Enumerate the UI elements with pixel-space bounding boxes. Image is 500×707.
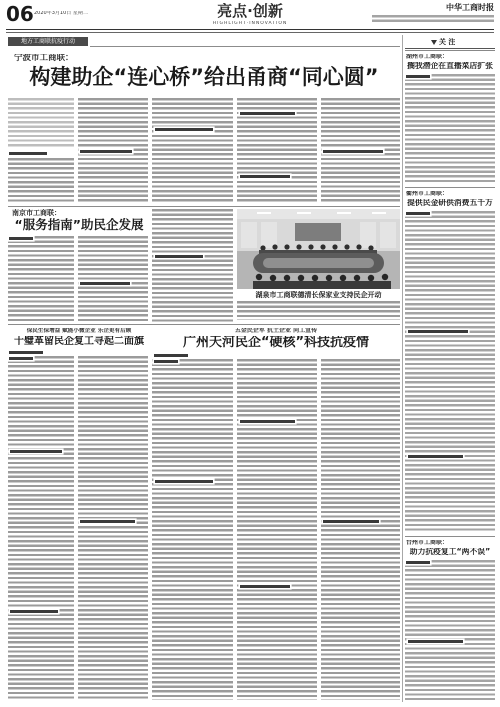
body-text-column [237,359,317,700]
body-text-column [405,560,495,700]
sidebar-article-headline: 助力抗疫复工“两不误” [409,548,491,556]
sidebar-article-kicker: 湖州市工商联： [406,54,449,60]
body-text-column [152,98,233,204]
lead-marker [9,237,33,240]
subheading-bar [80,282,130,285]
lead-marker [154,360,178,363]
photo-caption-text [237,301,400,320]
body-text-column [8,356,74,700]
header-rule [6,29,494,30]
byline-bar [9,152,47,155]
sidebar-article-kicker: 台州市工商联： [406,540,449,546]
header-rule-thin [6,32,494,33]
nanjing-article-kicker: 南京市工商联： [12,209,61,217]
byline-bar [154,354,188,357]
column-label-rule [405,48,495,49]
wall-screen [295,223,341,241]
subheading-bar [10,450,62,453]
lead-marker [406,561,430,564]
section-rule [90,46,400,47]
lower-left-article-headline: 十璧革留民企复工寻起二面旗 [14,336,144,347]
body-text-column [78,236,148,322]
column-label-rule-thin [405,50,495,51]
subheading-bar [155,255,203,258]
sidebar-divider [405,536,495,537]
section-subtitle: HIGHLIGHT·INNOVATION [212,21,288,26]
body-text-column [405,74,495,184]
subheading-bar [80,150,132,153]
sidebar-divider [405,187,495,188]
main-article-lead [8,98,74,148]
subheading-bar [155,480,213,483]
subheading-bar [408,330,468,333]
conference-table [253,253,384,273]
ceiling [237,209,400,219]
body-text-column [321,359,400,700]
body-text-column [8,158,74,204]
nanjing-article-headline: “服务指南”助民企发展 [14,218,144,232]
lower-right-article-headline: 广州天河民企“硬核”科技抗疫情 [182,336,370,350]
column-divider [402,35,403,702]
subheading-bar [240,175,290,178]
body-text-column [152,209,233,322]
sidebar-article-headline: 提供民金研供消费五千万 [407,199,493,207]
body-text-column [78,356,148,700]
subheading-bar [408,640,463,643]
subheading-bar [240,585,290,588]
triangle-icon [431,40,437,45]
body-text-column [8,236,74,322]
lead-marker [406,212,430,215]
subheading-bar [80,520,135,523]
newspaper-name: 中华工商时报 [446,3,494,12]
main-article-headline: 构建助企“连心桥”给出甬商“同心圆” [29,65,379,89]
lower-left-article-kicker: 保民生保增益 赋能小微企业 乐企更有后顾 [26,328,132,334]
lead-marker [406,75,430,78]
subheading-bar [323,150,383,153]
body-text-column [405,211,495,533]
byline-bar [9,351,43,354]
masthead-info-lines [372,15,494,24]
article-divider [8,206,400,207]
lead-marker [9,357,33,360]
subheading-bar [240,420,295,423]
column-label: 关 注 [439,38,456,46]
sidebar-article-kicker: 衢州市工商联： [406,191,449,197]
meeting-photo [237,209,400,289]
body-text-column [152,359,233,700]
page-number: 06 [6,3,34,26]
subheading-bar [155,128,213,131]
article-divider [8,324,400,325]
subheading-bar [10,610,58,613]
issue-date: 2020年3月10日 星期二 [34,11,88,16]
sidebar-article-headline: 搁我潜企在直播菜店扩张 [407,62,493,70]
subheading-bar [408,455,463,458]
section-label: 地方工商联抗疫行动 [8,37,88,46]
subheading-bar [323,520,379,523]
photo-caption-title: 湖泉市工商联德清长保家业支持民企开动 [255,291,382,299]
lower-right-article-kicker: 五金民企军 抗土企业 同工宣传 [234,328,318,334]
subheading-bar [240,112,295,115]
main-article-kicker: 宁波市工商联： [14,54,74,63]
section-title: 亮点·创新 [217,3,283,20]
